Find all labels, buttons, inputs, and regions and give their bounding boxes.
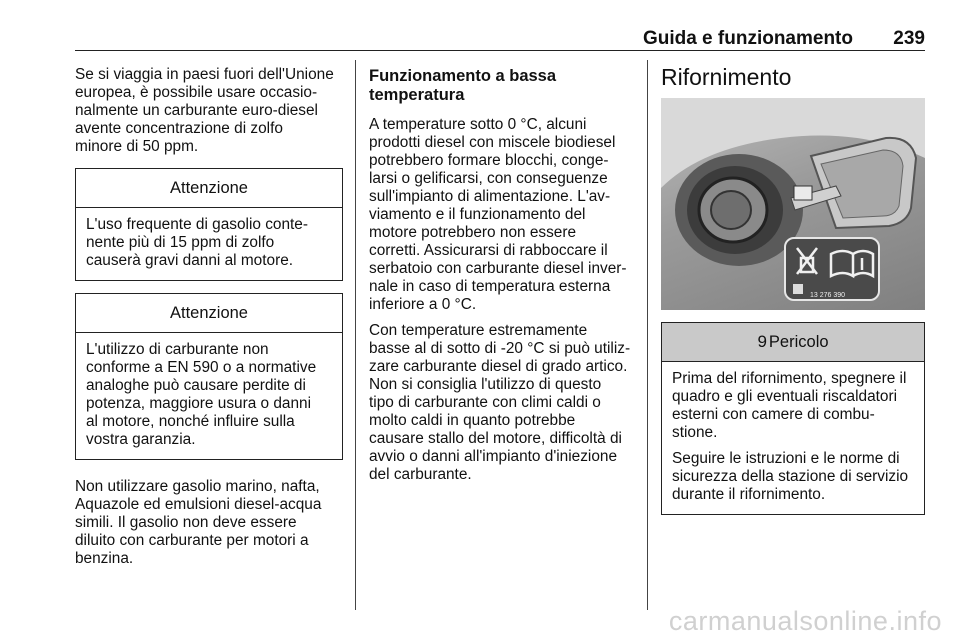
text-line: potenza, maggiore usura o danni — [86, 395, 312, 412]
text-line: larsi o gelificarsi, con conseguenze — [369, 170, 608, 187]
text-line: avvio o danni all'impianto d'iniezione — [369, 448, 618, 465]
text-line: minore di 50 ppm. — [75, 138, 199, 155]
column-3 — [661, 66, 925, 527]
text-line: Aquazole ed emulsioni diesel-acqua — [75, 496, 322, 513]
text-line: europea, è possibile usare occasio- — [75, 84, 318, 101]
text-line: motore potrebbero non essere — [369, 224, 577, 241]
watermark: carmanualsonline.info — [668, 606, 942, 636]
label-swatch — [793, 284, 803, 294]
fuel-filler-photo — [661, 98, 925, 310]
heading-line: Funzionamento a bassa — [369, 67, 557, 85]
warning-body — [76, 333, 342, 459]
text-line: del carburante. — [369, 466, 472, 483]
filler-neck-core — [711, 191, 751, 229]
text-line: conforme a EN 590 o a normative — [86, 359, 317, 376]
text-line: A temperature sotto 0 °C, alcuni — [369, 116, 587, 133]
text-line: L'uso frequente di gasolio conte- — [86, 216, 308, 233]
text-line: durante il rifornimento. — [672, 486, 826, 503]
text-line: L'utilizzo di carburante non — [86, 341, 269, 358]
text-line: nale in caso di temperatura esterna — [369, 278, 611, 295]
text-line: analoghe può causare perdite di — [86, 377, 306, 394]
warning-triangle-icon: 9 — [757, 332, 767, 351]
text-line: prodotti diesel con miscele biodiesel — [369, 134, 616, 151]
text-line: molto caldi in quanto potrebbe — [369, 412, 576, 429]
page-header — [75, 28, 925, 51]
text-line: Se si viaggia in paesi fuori dell'Unione — [75, 66, 334, 83]
text-line: vostra garanzia. — [86, 431, 196, 448]
hinge-label — [794, 186, 812, 200]
text-line: benzina. — [75, 550, 134, 567]
text-line: causerà gravi danni al motore. — [86, 252, 294, 269]
text-line: Con temperature estremamente — [369, 322, 588, 339]
low-temperature-paragraph-1 — [369, 116, 635, 314]
text-line: causare stallo del motore, difficoltà di — [369, 430, 622, 447]
text-line: Prima del rifornimento, spegnere il — [672, 370, 907, 387]
outro-paragraph — [75, 478, 343, 568]
text-line: Seguire le istruzioni e le norme di — [672, 450, 900, 467]
figure-code: 13 276 390 — [810, 292, 846, 299]
text-line: nalmente un carburante euro-diesel — [75, 102, 318, 119]
text-line: avente concentrazione di zolfo — [75, 120, 283, 137]
danger-paragraph-2 — [672, 450, 916, 504]
danger-paragraph-1 — [672, 370, 916, 442]
section-heading-low-temperature — [369, 67, 635, 105]
page-number: 239 — [893, 28, 925, 49]
text-line: Non si consiglia l'utilizzo di questo — [369, 376, 602, 393]
danger-box — [661, 322, 925, 515]
fuel-filler-illustration — [661, 98, 925, 310]
warning-body — [76, 208, 342, 280]
text-line: esterni con camere di combu- — [672, 406, 875, 423]
text-line: diluito con carburante per motori a — [75, 532, 309, 549]
text-line: stione. — [672, 424, 718, 441]
danger-title-bar — [662, 323, 924, 362]
warning-box-sulfur — [75, 168, 343, 281]
warning-title: Attenzione — [76, 169, 342, 208]
text-line: zare carburante diesel di grado artico. — [369, 358, 628, 375]
intro-paragraph — [75, 66, 343, 156]
text-line: sicurezza della stazione di servizio — [672, 468, 909, 485]
section-title: Guida e funzionamento — [642, 28, 853, 49]
section-heading-refueling: Rifornimento — [661, 64, 792, 90]
text-line: quadro e gli eventuali riscaldatori — [672, 388, 898, 405]
column-divider-1 — [355, 60, 356, 610]
text-line: viamento e il funzionamento del — [369, 206, 586, 223]
text-line: basse al di sotto di -20 °C si può utiliz- — [369, 340, 631, 357]
column-2 — [369, 66, 635, 492]
text-line: potrebbero formare blocchi, conge- — [369, 152, 609, 169]
text-line: nente più di 15 ppm di zolfo — [86, 234, 275, 251]
text-line: corretti. Assicurarsi di rabboccare il — [369, 242, 608, 259]
text-line: simili. Il gasolio non deve essere — [75, 514, 297, 531]
heading-line: temperatura — [369, 86, 465, 104]
text-line: al motore, nonché influire sulla — [86, 413, 295, 430]
warning-title: Attenzione — [76, 294, 342, 333]
text-line: inferiore a 0 °C. — [369, 296, 477, 313]
text-line: sull'impianto di alimentazione. L'av- — [369, 188, 611, 205]
column-divider-2 — [647, 60, 648, 610]
warning-box-en590 — [75, 293, 343, 460]
text-line: Non utilizzare gasolio marino, nafta, — [75, 478, 320, 495]
text-line: serbatoio con carburante diesel inver- — [369, 260, 627, 277]
danger-title: Pericolo — [768, 333, 829, 351]
danger-body — [662, 362, 924, 514]
low-temperature-paragraph-2 — [369, 322, 635, 484]
text-line: tipo di carburante con climi caldi o — [369, 394, 601, 411]
column-1 — [75, 66, 343, 576]
